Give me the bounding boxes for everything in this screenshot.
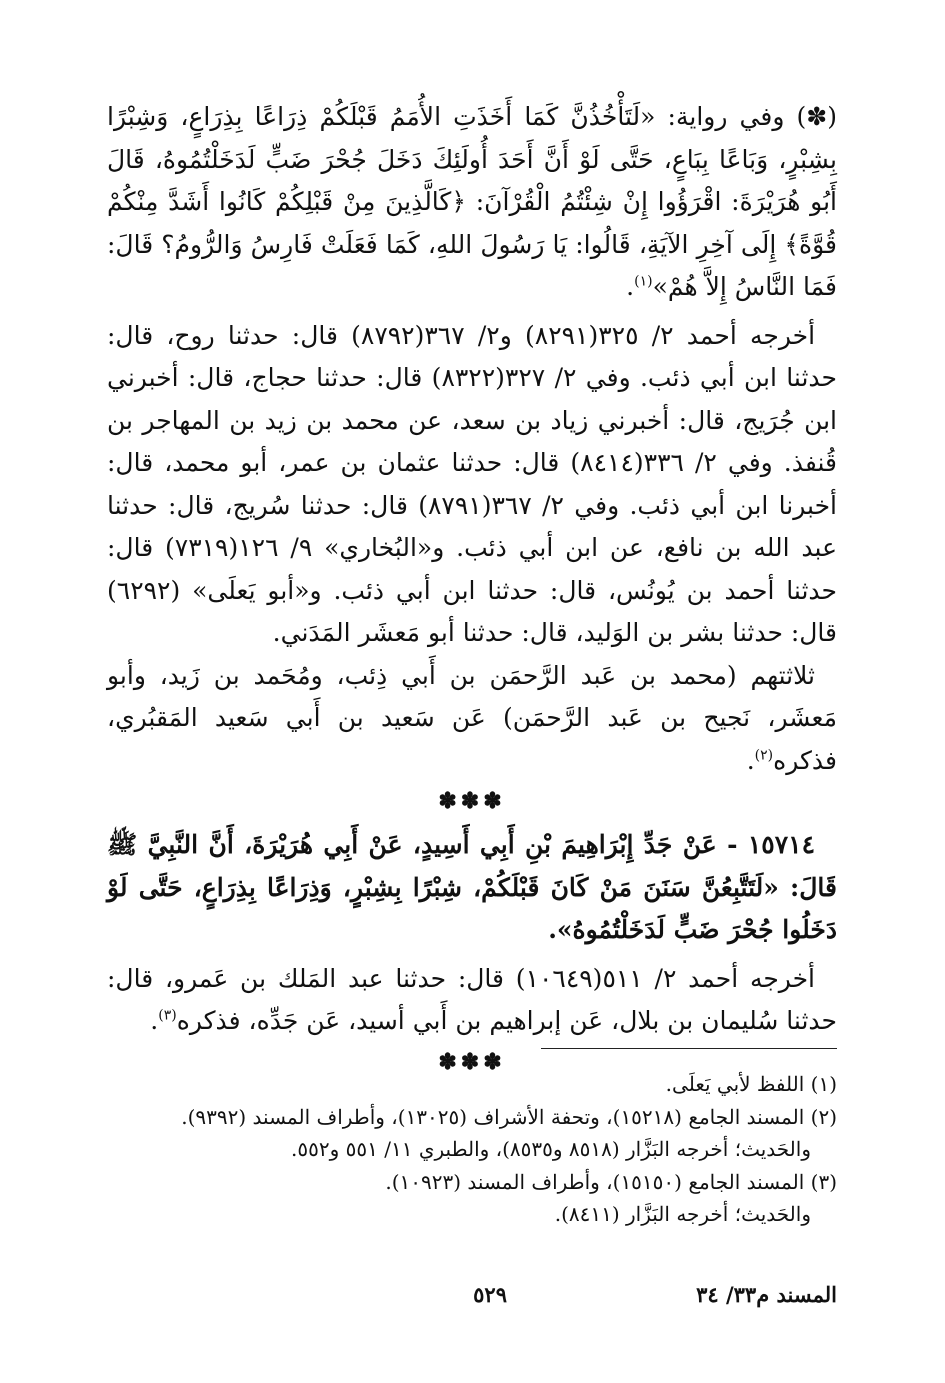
footnote-1: (١) اللفظ لأبي يَعلَى. xyxy=(665,1072,837,1096)
footnote-ref-2: (٢) xyxy=(754,747,774,764)
page-footer xyxy=(107,1282,837,1322)
takhrij-paragraph-3: أخرجه أحمد ٢/ ٥١١(١٠٦٤٩) قال: حدثنا عبد المَلك بن عَمرو، قال: حدثنا سُليمان بن بلال، عَن إبراهيم بن أَبي أسيد، عَن جَدِّه، فذكره$^{(٣)}$. xyxy=(107,963,837,1035)
volume-signature: المسند م٣٣/ ٣٤ xyxy=(696,1282,837,1307)
main-text xyxy=(107,96,837,1085)
section-separator-2: ✽✽✽ xyxy=(438,1048,506,1075)
page-number: ٥٢٩ xyxy=(473,1282,507,1307)
takhrij-paragraph-1: أخرجه أحمد ٢/ ٣٢٥(٨٢٩١) و٢/ ٣٦٧(٨٧٩٢) قال: حدثنا روح، قال: حدثنا ابن أبي ذئب. وفي ٢/ ٣٢٧(٨٣٢٢) قال: حدثنا حجاج، قال: أخبرني ابن جُرَيج، قال: أخبرني زياد بن سعد، عن محمد بن زيد بن المهاجر بن قُنفذ. وفي ٢/ ٣٣٦(٨٤١٤) قال: حدثنا عثمان بن عمر، أبو محمد، قال: أخبرنا ابن أبي ذئب. وفي ٢/ ٣٦٧(٨٧٩١) قال: حدثنا سُريج، قال: حدثنا عبد الله بن نافع، عن ابن أبي ذئب. و«البُخاري» ٩/ ١٢٦(٧٣١٩) قال: حدثنا أحمد بن يُونُس، قال: حدثنا ابن أبي ذئب. و«أبو يَعلَى» (٦٢٩٢) قال: حدثنا بشر بن الوَليد، قال: حدثنا أبو مَعشَر المَدَني. xyxy=(107,320,838,647)
takhrij-2-text: ثلاثتهم (محمد بن عَبد الرَّحمَن بن أَبي ذِئب، ومُحَمد بن زَيد، وأبو مَعشَر، نَجيح بن عَبد الرَّحمَن) عَن سَعيد بن أَبي سَعيد المَقبُري، فذكره xyxy=(107,660,837,775)
footnote-ref-3: (٣) xyxy=(158,1007,177,1024)
hadith-15714: ١٥٧١٤ - عَنْ جَدِّ إِبْرَاهِيمَ بْنِ أَبِي أَسِيدٍ، عَنْ أَبِي هُرَيْرَةَ، أَنَّ النَّبِيَّ ﷺ قَالَ: «لَتَتَّبِعُنَّ سَنَنَ مَنْ كَانَ قَبْلَكُمْ، شِبْرًا بِشِبْرٍ، وَذِرَاعًا بِذِرَاعٍ، حَتَّى لَوْ دَخَلُوا جُحْرَ ضَبٍّ لَدَخَلْتُمُوهُ». xyxy=(107,830,837,944)
section-separator: ✽✽✽ xyxy=(438,788,506,814)
footnote-2-continued: والحَديث؛ أخرجه البَزَّار (٨٥١٨ و٨٥٣٥)، والطبري ١١/ ٥٥١ و٥٥٢. xyxy=(291,1137,811,1161)
footnote-ref-1: (١) xyxy=(634,273,653,290)
riwaya-text: (✽) وفي رواية: «لَتَأْخُذُنَّ كَمَا أَخَذَتِ الأُمَمُ قَبْلَكُمْ ذِرَاعًا بِذِرَاعٍ، وَشِبْرًا بِشِبْرٍ، وَبَاعًا بِبَاعٍ، حَتَّى لَوْ أَنَّ أَحَدَ أُولَئِكَ دَخَلَ جُحْرَ ضَبٍّ لَدَخَلْتُمُوهُ، قَالَ أَبُو هُرَيْرَةَ: اقْرَؤُوا إِنْ شِئْتُمُ الْقُرْآنَ: ﴿كَالَّذِينَ مِنْ قَبْلِكُمْ كَانُوا أَشَدَّ مِنْكُمْ قُوَّةً﴾ إِلَى آخِرِ الآيَةِ، قَالُوا: يَا رَسُولَ اللهِ، كَمَا فَعَلَتْ فَارِسُ وَالرُّومُ؟ قَالَ: فَمَا النَّاسُ إِلاَّ هُمْ» xyxy=(107,102,837,301)
footnotes xyxy=(107,1068,837,1231)
footnote-divider xyxy=(541,1048,837,1049)
takhrij-paragraph-2: ثلاثتهم (محمد بن عَبد الرَّحمَن بن أَبي ذِئب، ومُحَمد بن زَيد، وأبو مَعشَر، نَجيح بن عَبد الرَّحمَن) عَن سَعيد بن أَبي سَعيد المَقبُري، فذكره$^{(٢)}$. xyxy=(107,660,837,775)
footnote-3: (٣) المسند الجامع (١٥١٥٠)، وأطراف المسند (١٠٩٢٣). xyxy=(385,1169,837,1194)
footnote-2: (٢) المسند الجامع (١٥٢١٨)، وتحفة الأشراف (١٣٠٢٥)، وأطراف المسند (٩٣٩٢). xyxy=(181,1104,837,1129)
riwaya-paragraph: (✽) وفي رواية: «لَتَأْخُذُنَّ كَمَا أَخَذَتِ الأُمَمُ قَبْلَكُمْ ذِرَاعًا بِذِرَاعٍ، وَشِبْرًا بِشِبْرٍ، وَبَاعًا بِبَاعٍ، حَتَّى لَوْ أَنَّ أَحَدَ أُولَئِكَ دَخَلَ جُحْرَ ضَبٍّ لَدَخَلْتُمُوهُ، قَالَ أَبُو هُرَيْرَةَ: اقْرَؤُوا إِنْ شِئْتُمُ الْقُرْآنَ: ﴿كَالَّذِينَ مِنْ قَبْلِكُمْ كَانُوا أَشَدَّ مِنْكُمْ قُوَّةً﴾ إِلَى آخِرِ الآيَةِ، قَالُوا: يَا رَسُولَ اللهِ، كَمَا فَعَلَتْ فَارِسُ وَالرُّومُ؟ قَالَ: فَمَا النَّاسُ إِلاَّ هُمْ»$^{(١)}$. xyxy=(107,102,837,301)
footnote-3-continued: والحَديث؛ أخرجه البَزَّار (٨٤١١). xyxy=(554,1202,811,1226)
takhrij-3-text: أخرجه أحمد ٢/ ٥١١(١٠٦٤٩) قال: حدثنا عبد المَلك بن عَمرو، قال: حدثنا سُليمان بن بلال، عَن إبراهيم بن أَبي أسيد، عَن جَدِّه، فذكره xyxy=(107,963,837,1035)
